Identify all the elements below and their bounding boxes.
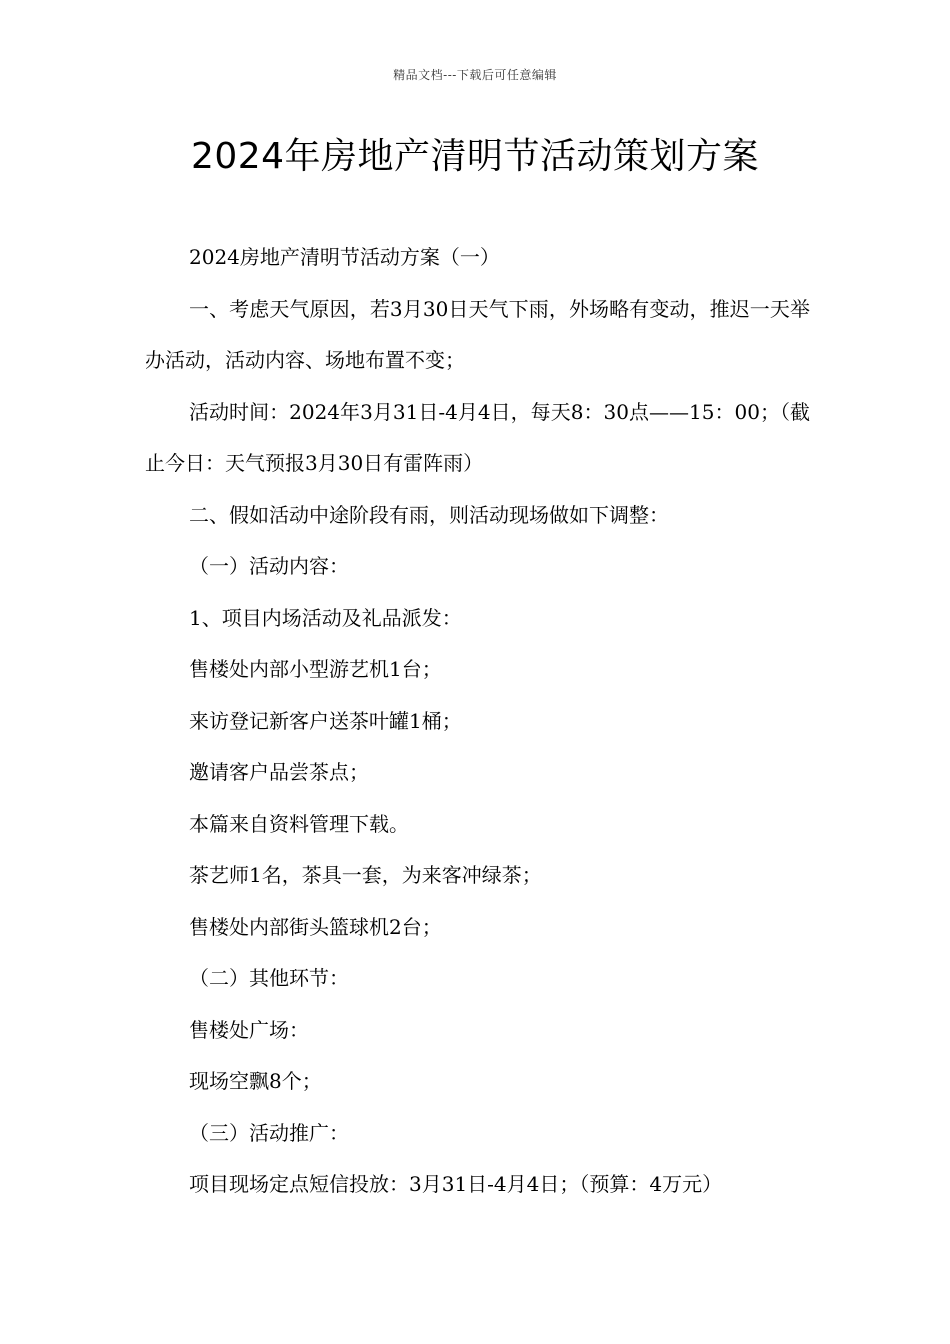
paragraph-sms-promotion: 项目现场定点短信投放：3月31日-4月4日；（预算：4万元） — [189, 1172, 723, 1196]
paragraph-tea-gift: 来访登记新客户送茶叶罐1桶； — [189, 708, 462, 733]
paragraph-section-other: （二）其他环节： — [189, 966, 349, 990]
paragraph-indoor-activities: 1、项目内场活动及礼品派发： — [189, 605, 462, 630]
paragraph-source-note: 本篇来自资料管理下载。 — [189, 811, 409, 836]
paragraph-arcade-machine: 售楼处内部小型游艺机1台； — [189, 657, 442, 681]
paragraph-tea-snacks: 邀请客户品尝茶点； — [189, 760, 369, 784]
paragraph-section-activities: （一）活动内容： — [189, 554, 349, 578]
paragraph-section-promotion: （三）活动推广： — [189, 1120, 349, 1145]
paragraph-basketball-machine: 售楼处内部街头篮球机2台； — [189, 914, 442, 939]
paragraph-rain-adjustment: 二、假如活动中途阶段有雨，则活动现场做如下调整： — [189, 502, 669, 527]
paragraph-weather-note: 一、考虑天气原因，若3月30日天气下雨，外场略有变动，推迟一天举办活动，活动内容、场地布置不变； — [145, 296, 810, 372]
paragraph-plaza: 售楼处广场： — [189, 1017, 309, 1042]
paragraph-tea-master: 茶艺师1名，茶具一套，为来客冲绿茶； — [189, 863, 542, 887]
document-title: 2024年房地产清明节活动策划方案 — [190, 136, 760, 177]
paragraph-balloons: 现场空飘8个； — [189, 1069, 322, 1093]
page-header-watermark: 精品文档---下载后可任意编辑 — [393, 68, 557, 82]
document-body — [145, 232, 810, 1211]
paragraph-plan-heading: 2024房地产清明节活动方案（一） — [189, 245, 500, 269]
paragraph-event-time: 活动时间：2024年3月31日-4月4日，每天8：30点——15：00；（截止今日：天气预报3月30日有雷阵雨） — [145, 399, 810, 475]
